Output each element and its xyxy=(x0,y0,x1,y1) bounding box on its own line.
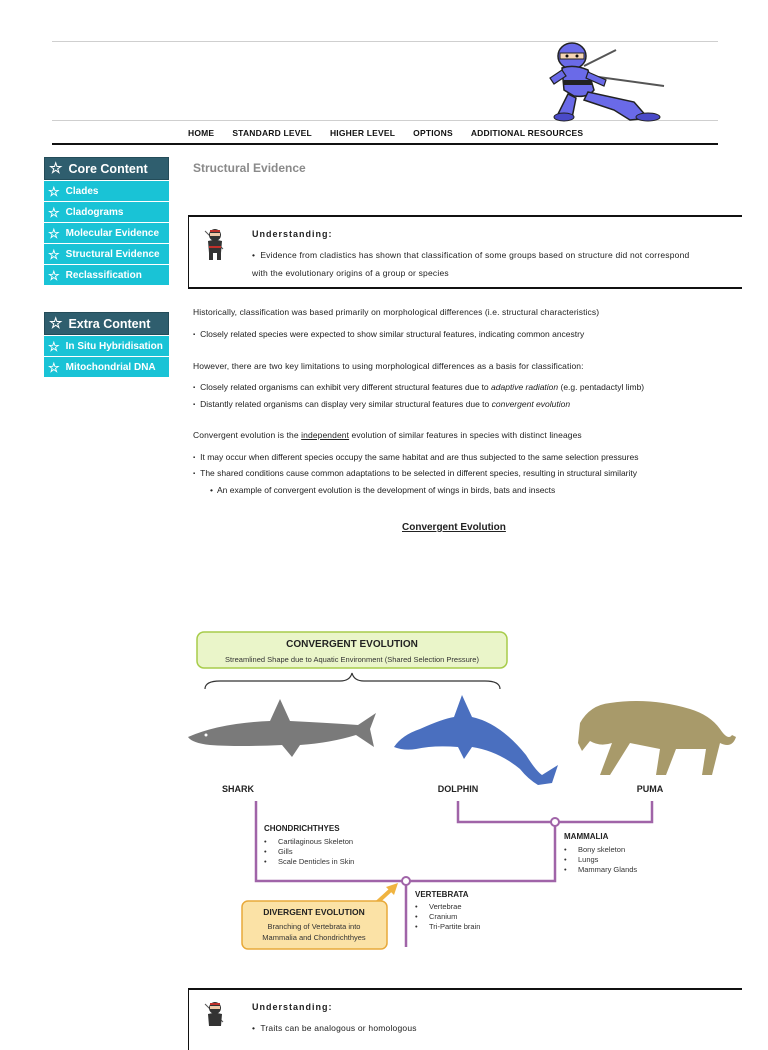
svg-text:•: • xyxy=(415,902,418,911)
star-icon: ☆ xyxy=(48,225,60,241)
page-title: Structural Evidence xyxy=(193,161,306,175)
chond-item: Scale Denticles in Skin xyxy=(278,857,355,866)
sidebar-item-mitochondrial-dna[interactable]: ☆ Mitochondrial DNA xyxy=(44,356,169,377)
svg-text:•: • xyxy=(264,847,267,856)
convergent-subtitle: Streamlined Shape due to Aquatic Environment (Shared Selection Pressure) xyxy=(225,655,479,664)
dolphin-label: DOLPHIN xyxy=(437,784,479,794)
star-icon: ☆ xyxy=(48,338,60,354)
star-icon: ☆ xyxy=(49,160,63,177)
ninja-icon xyxy=(203,227,227,261)
sidebar-item-in-situ-hybridisation[interactable]: ☆ In Situ Hybridisation xyxy=(44,335,169,356)
header-bottom-rule xyxy=(52,143,718,145)
subbullet-wings: • An example of convergent evolution is the development of wings in birds, bats and insects xyxy=(210,485,555,495)
sidebar-core xyxy=(44,157,169,285)
star-icon: ☆ xyxy=(48,359,60,375)
mamm-item: Bony skeleton xyxy=(578,845,626,854)
star-icon: ☆ xyxy=(48,183,60,199)
brace xyxy=(205,673,500,689)
nav-standard-level[interactable]: STANDARD LEVEL xyxy=(232,128,312,138)
understanding-box xyxy=(188,215,742,289)
bullet-convergent: ▪ Distantly related organisms can display very similar structural features due to convergent evolution xyxy=(193,399,570,409)
sidebar-item-reclassification[interactable]: ☆ Reclassification xyxy=(44,264,169,285)
ninja-icon xyxy=(203,1000,227,1034)
bullet-shared-conditions: ▪ The shared conditions cause common adaptations to be selected in different species, resulting in structural similarity xyxy=(193,468,637,478)
convergent-title: CONVERGENT EVOLUTION xyxy=(286,639,418,650)
node-mammalia xyxy=(551,818,559,826)
star-icon: ☆ xyxy=(49,315,63,332)
figure-title: Convergent Evolution xyxy=(402,522,506,533)
nav-higher-level[interactable]: HIGHER LEVEL xyxy=(329,128,396,138)
vert-item: Vertebrae xyxy=(429,902,462,911)
vertebrata-title: VERTEBRATA xyxy=(415,890,469,899)
svg-text:•: • xyxy=(564,855,567,864)
nav-options[interactable]: OPTIONS xyxy=(413,128,453,138)
bullet-adaptive-radiation: ▪ Closely related organisms can exhibit very different structural features due to adaptive radiation (e.g. pentadactyl limb) xyxy=(193,382,644,392)
understanding-text: • Evidence from cladistics has shown that classification of some groups based on structure did not correspond with the evolutionary origins of a group or species xyxy=(252,250,690,278)
node-vertebrata xyxy=(402,877,410,885)
bullet-closely-related: ▪ Closely related species were expected to show similar structural features, indicating common ancestry xyxy=(193,329,584,339)
bullet-habitat: ▪ It may occur when different species occupy the same habitat and are thus subjected to the same selection pressures xyxy=(193,452,638,462)
understanding-heading: Understanding: xyxy=(252,229,333,239)
nav-home[interactable]: HOME xyxy=(188,128,215,138)
svg-text:•: • xyxy=(564,845,567,854)
mamm-item: Lungs xyxy=(578,855,599,864)
sidebar-extra-header: ☆ Extra Content xyxy=(44,312,169,335)
paragraph-history: Historically, classification was based primarily on morphological differences (i.e. structural characteristics) xyxy=(193,307,600,317)
paragraph-convergent-def: Convergent evolution is the independent evolution of similar features in species with distinct lineages xyxy=(193,430,582,440)
chond-item: Gills xyxy=(278,847,293,856)
main-nav xyxy=(188,128,601,138)
mammalia-title: MAMMALIA xyxy=(564,832,609,841)
puma-label: PUMA xyxy=(636,784,664,794)
chond-item: Cartilaginous Skeleton xyxy=(278,837,354,846)
ninja-logo[interactable] xyxy=(544,40,674,122)
paragraph-limitations: However, there are two key limitations to using morphological differences as a basis for classification: xyxy=(193,361,584,371)
svg-text:•: • xyxy=(264,857,267,866)
svg-text:•: • xyxy=(564,865,567,874)
divergent-sub2: Mammalia and Chondrichthyes xyxy=(262,933,366,942)
nav-additional-resources[interactable]: ADDITIONAL RESOURCES xyxy=(470,128,584,138)
dolphin-image xyxy=(394,695,558,785)
star-icon: ☆ xyxy=(48,204,60,220)
puma-image xyxy=(578,701,736,775)
vert-item: Tri-Partite brain xyxy=(429,922,481,931)
sidebar-item-structural-evidence[interactable]: ☆ Structural Evidence xyxy=(44,243,169,264)
svg-text:•: • xyxy=(415,922,418,931)
star-icon: ☆ xyxy=(48,267,60,283)
sidebar-item-cladograms[interactable]: ☆ Cladograms xyxy=(44,201,169,222)
star-icon: ☆ xyxy=(48,246,60,262)
sidebar-item-clades[interactable]: ☆ Clades xyxy=(44,180,169,201)
shark-label: SHARK xyxy=(221,784,255,794)
sidebar-core-header: ☆ Core Content xyxy=(44,157,169,180)
understanding-box-2 xyxy=(188,988,742,1050)
sidebar-extra xyxy=(44,312,169,377)
divergent-title: DIVERGENT EVOLUTION xyxy=(263,907,365,917)
svg-text:•: • xyxy=(264,837,267,846)
svg-text:•: • xyxy=(415,912,418,921)
understanding-text-2: • Traits can be analogous or homologous xyxy=(252,1023,417,1033)
mamm-item: Mammary Glands xyxy=(578,865,638,874)
vert-item: Cranium xyxy=(429,912,458,921)
divergent-sub1: Branching of Vertebrata into xyxy=(267,922,361,931)
convergent-evolution-diagram xyxy=(180,625,740,955)
chondrichthyes-title: CHONDRICHTHYES xyxy=(264,824,340,833)
understanding-heading-2: Understanding: xyxy=(252,1002,333,1012)
sidebar-item-molecular-evidence[interactable]: ☆ Molecular Evidence xyxy=(44,222,169,243)
shark-image xyxy=(188,699,376,757)
